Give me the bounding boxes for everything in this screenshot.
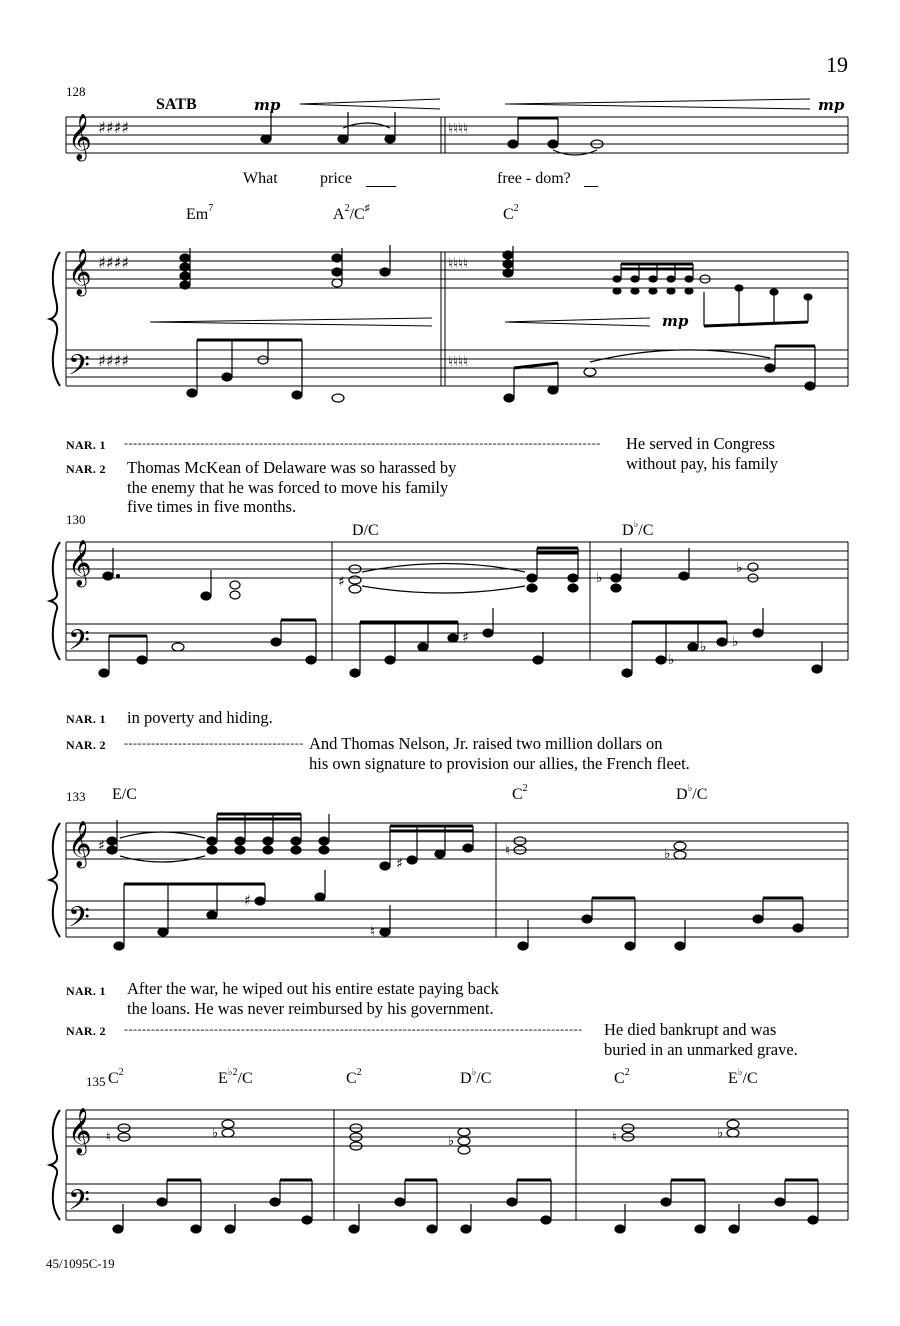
- bass-pattern: [113, 1180, 818, 1233]
- svg-text:♮♮♮♮: ♮♮♮♮: [448, 354, 469, 370]
- melisma-line: [366, 186, 396, 187]
- svg-text:♭: ♭: [700, 639, 707, 655]
- dynamic-mp: mp: [662, 312, 689, 330]
- svg-text:𝄞: 𝄞: [68, 1108, 92, 1154]
- nar2-dotted-line: ----------------------------------------: [124, 736, 304, 750]
- nar2-label: NAR. 2: [66, 462, 106, 476]
- chord-eflat2-over-c: $E^{♭2}/C$: [218, 1067, 253, 1087]
- system-3-clefs: [68, 821, 92, 941]
- system-2-notes: [99, 548, 822, 677]
- page-number: 19: [826, 52, 848, 77]
- chord-a2-c-sharp: $A^2/C^♯$: [333, 203, 370, 223]
- svg-text:♭: ♭: [212, 1126, 219, 1141]
- svg-text:♮♮♮♮: ♮♮♮♮: [448, 256, 469, 272]
- nar1-label: NAR. 1: [66, 984, 106, 998]
- system-4-clefs: [68, 1108, 92, 1224]
- lyric-price: price: [320, 170, 352, 187]
- svg-text:𝄢: 𝄢: [68, 624, 90, 664]
- chord-c2: $C^2$: [512, 783, 528, 803]
- measure-number-130: 130: [66, 512, 86, 527]
- svg-text:♯: ♯: [462, 630, 469, 646]
- nar1-text: in poverty and hiding.: [127, 708, 273, 727]
- svg-text:𝄢: 𝄢: [68, 1184, 90, 1224]
- chord-d-over-c: D/C: [352, 522, 379, 539]
- svg-text:𝄞: 𝄞: [68, 821, 92, 867]
- svg-text:♭: ♭: [664, 846, 671, 862]
- svg-text:♭: ♭: [668, 652, 675, 668]
- svg-text:♭: ♭: [596, 570, 603, 586]
- nar2-label: NAR. 2: [66, 738, 106, 752]
- svg-text:𝄞: 𝄞: [68, 540, 92, 586]
- chord-dflat-over-c: D♭/C: [622, 519, 654, 539]
- dynamic-mp: mp: [818, 96, 845, 114]
- svg-text:♮: ♮: [505, 843, 511, 859]
- svg-text:♮♮♮♮: ♮♮♮♮: [448, 121, 469, 137]
- svg-text:♯: ♯: [338, 574, 345, 590]
- chord-dflat-over-c: D♭/C: [460, 1067, 492, 1087]
- nar1-text: He served in Congress without pay, his family: [626, 434, 778, 473]
- svg-text:♭: ♭: [736, 560, 743, 576]
- measure-number-135: 135: [86, 1074, 106, 1089]
- svg-text:♯♯♯♯: ♯♯♯♯: [98, 253, 129, 272]
- svg-text:♭: ♭: [732, 634, 739, 650]
- chord-e-over-c: E/C: [112, 786, 137, 803]
- system-3-sixteenths: [207, 814, 301, 854]
- nar1-text: After the war, he wiped out his entire estate paying back the loans. He was never reimbursed by his government.: [127, 979, 499, 1018]
- svg-text:♯: ♯: [244, 893, 251, 909]
- nar1-dotted-line: ----------------------------------------------------------------------------------------------------------: [124, 436, 601, 450]
- chord-c2: $C^2$: [503, 203, 519, 223]
- nar2-text: And Thomas Nelson, Jr. raised two million dollars on his own signature to provision our allies, the French fleet.: [309, 734, 690, 773]
- svg-text:♭: ♭: [717, 1126, 724, 1141]
- svg-text:𝄞: 𝄞: [68, 114, 92, 160]
- svg-text:♯: ♯: [98, 838, 105, 854]
- lyric-freedom: free - dom?: [497, 170, 571, 187]
- svg-text:𝄢: 𝄢: [68, 349, 90, 389]
- system-2: [50, 542, 848, 660]
- treble-sixteenths: [613, 264, 812, 326]
- dynamic-mp: mp: [254, 96, 281, 114]
- svg-text:𝄞: 𝄞: [68, 249, 92, 295]
- chord-c2: $C^2$: [108, 1067, 124, 1087]
- svg-text:♮: ♮: [370, 924, 376, 940]
- svg-text:♯♯♯♯: ♯♯♯♯: [98, 351, 129, 370]
- nar1-label: NAR. 1: [66, 438, 106, 452]
- nar2-label: NAR. 2: [66, 1024, 106, 1038]
- system-3-notes: [107, 814, 803, 950]
- svg-text:♮: ♮: [106, 1130, 111, 1145]
- svg-text:♯: ♯: [396, 856, 403, 872]
- measure-number-133: 133: [66, 789, 86, 804]
- chord-c2: $C^2$: [614, 1067, 630, 1087]
- nar1-label: NAR. 1: [66, 712, 106, 726]
- svg-text:♯♯♯♯: ♯♯♯♯: [98, 118, 129, 137]
- measure-number-128: 128: [66, 84, 86, 99]
- catalog-number: 45/1095C-19: [46, 1256, 115, 1271]
- svg-text:♮: ♮: [612, 1130, 617, 1145]
- svg-text:𝄢: 𝄢: [68, 901, 90, 941]
- system-1: [50, 99, 848, 386]
- system-3: [50, 823, 848, 937]
- svg-text:♭: ♭: [448, 1134, 455, 1149]
- nar2-text: He died bankrupt and was buried in an unmarked grave.: [604, 1020, 798, 1059]
- lyric-what: What: [243, 170, 278, 187]
- nar2-dotted-line: ------------------------------------------------------------------------------------------------------: [124, 1022, 583, 1036]
- system-2-clefs: [68, 540, 92, 664]
- satb-label: SATB: [156, 96, 197, 113]
- chord-dflat-over-c: D♭/C: [676, 783, 708, 803]
- nar2-text: Thomas McKean of Delaware was so harassed by the enemy that he was forced to move his family five times in five months.: [127, 458, 457, 516]
- system-3-accidentals: [98, 838, 671, 940]
- melisma-line: [584, 186, 598, 187]
- chord-c2: $C^2$: [346, 1067, 362, 1087]
- chord-eflat-over-c: E♭/C: [728, 1067, 758, 1087]
- chord-em7: Em$^7$: [186, 203, 214, 223]
- treble-chord-1: [180, 248, 190, 289]
